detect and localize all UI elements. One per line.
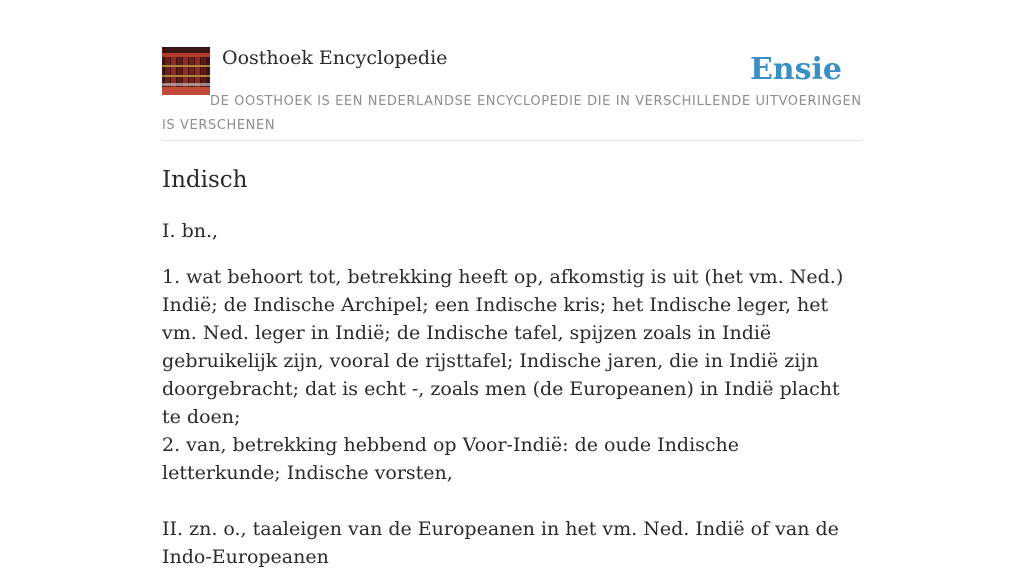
site-tagline: DE OOSTHOEK IS EEN NEDERLANDSE ENCYCLOPEDIE DIE IN VERSCHILLENDE UITVOERINGEN IS VERSCHENEN	[162, 94, 862, 133]
part-of-speech: I. bn.,	[162, 220, 219, 242]
entry-content	[162, 165, 862, 571]
entry-title: Indisch	[162, 167, 248, 193]
brand-logo[interactable]: Ensie	[749, 52, 842, 87]
encyclopedia-books-icon[interactable]	[162, 47, 210, 95]
site-header	[162, 46, 862, 141]
entry-body: 1. wat behoort tot, betrekking heeft op, afkomstig is uit (het vm. Ned.) Indië; de Indische Archipel; een Indische kris; het Indische leger, het vm. Ned. leger in Indië; de Indische tafel, spijzen zoals in Indië gebruikelijk zijn, vooral de rijsttafel; Indische jaren, die in Indië zijn doorgebracht; dat is echt -, zoals men (de Europeanen) in Indië placht te doen; 2. van, betrekking hebbend op Voor-Indië: de oude Indische letterkunde; Indische vorsten, II. zn. o., taaleigen van de Europeanen in het vm. Ned. Indië of van de Indo-Europeanen	[162, 266, 844, 568]
site-name[interactable]: Oosthoek Encyclopedie	[222, 47, 448, 69]
content-column	[162, 46, 862, 571]
